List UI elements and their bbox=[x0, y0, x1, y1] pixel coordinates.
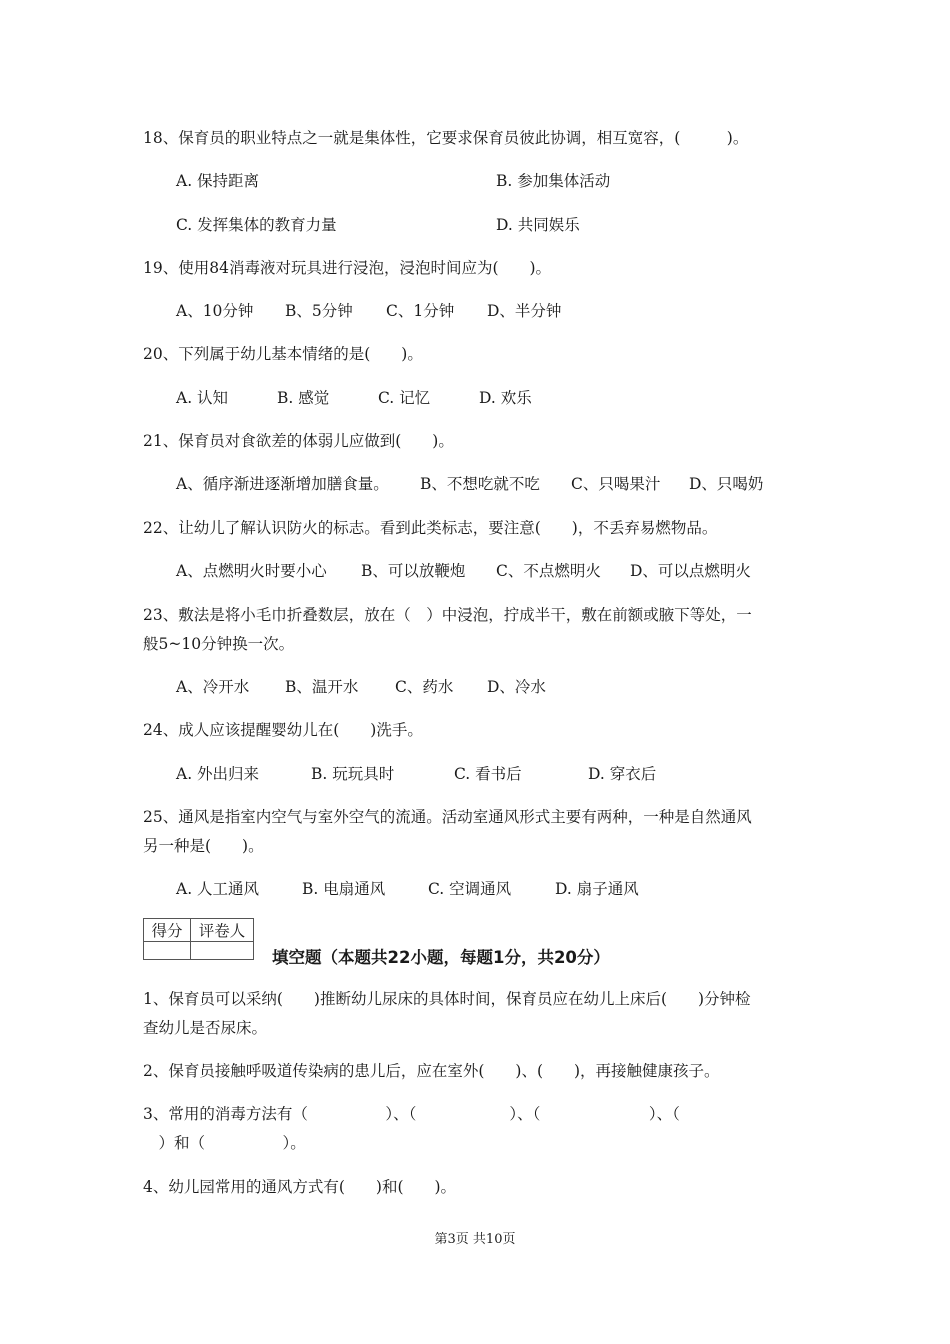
question-18-option-d: D. 共同娱乐 bbox=[496, 216, 580, 234]
question-19-stem: 19、使用84消毒液对玩具进行浸泡，浸泡时间应为( )。 bbox=[143, 259, 552, 277]
question-20-option-d: D. 欢乐 bbox=[479, 389, 532, 407]
question-25-option-b: B. 电扇通风 bbox=[302, 880, 386, 898]
question-20-stem: 20、下列属于幼儿基本情绪的是( )。 bbox=[143, 345, 423, 363]
question-20-option-b: B. 感觉 bbox=[277, 389, 330, 407]
question-18-stem: 18、保育员的职业特点之一就是集体性，它要求保育员彼此协调，相互宽容，( )。 bbox=[143, 129, 749, 147]
question-25-option-a: A. 人工通风 bbox=[176, 880, 260, 898]
question-21-stem: 21、保育员对食欲差的体弱儿应做到( )。 bbox=[143, 432, 454, 450]
page-number: 第3页 共10页 bbox=[434, 1232, 516, 1247]
score-table bbox=[143, 918, 254, 960]
question-25-stem-line1: 25、通风是指室内空气与室外空气的流通。活动室通风形式主要有两种，一种是自然通风 bbox=[143, 808, 752, 826]
question-20-option-a: A. 认知 bbox=[176, 389, 229, 407]
question-18-option-b: B. 参加集体活动 bbox=[496, 172, 611, 190]
question-18-option-a: A. 保持距离 bbox=[176, 172, 260, 190]
question-24-option-d: D. 穿衣后 bbox=[588, 765, 657, 783]
question-23-option-d: D、冷水 bbox=[487, 678, 546, 696]
question-20-option-c: C. 记忆 bbox=[378, 389, 431, 407]
grader-header: 评卷人 bbox=[191, 919, 254, 942]
question-23-option-a: A、冷开水 bbox=[176, 678, 250, 696]
question-23-option-c: C、药水 bbox=[395, 678, 454, 696]
question-24-option-b: B. 玩玩具时 bbox=[311, 765, 395, 783]
question-18-option-c: C. 发挥集体的教育力量 bbox=[176, 216, 337, 234]
question-24-option-c: C. 看书后 bbox=[454, 765, 522, 783]
section-title: 填空题（本题共22小题，每题1分，共20分） bbox=[272, 948, 610, 967]
fill-question-2: 2、保育员接触呼吸道传染病的患儿后，应在室外( )、( )，再接触健康孩子。 bbox=[143, 1062, 720, 1080]
question-23-stem-line1: 23、敷法是将小毛巾折叠数层，放在（ ）中浸泡，拧成半干，敷在前额或腋下等处，一 bbox=[143, 606, 752, 624]
question-22-option-a: A、点燃明火时要小心 bbox=[176, 562, 327, 580]
fill-question-3-line2: ）和（ ）。 bbox=[143, 1134, 306, 1152]
question-22-option-c: C、不点燃明火 bbox=[496, 562, 601, 580]
fill-question-3-line1: 3、常用的消毒方法有（ ）、（ ）、（ ）、（ bbox=[143, 1105, 680, 1123]
question-24-option-a: A. 外出归来 bbox=[176, 765, 260, 783]
question-22-stem: 22、让幼儿了解认识防火的标志。看到此类标志，要注意( )，不丢弃易燃物品。 bbox=[143, 519, 718, 537]
question-21-option-d: D、只喝奶 bbox=[689, 475, 764, 493]
question-22-option-b: B、可以放鞭炮 bbox=[361, 562, 466, 580]
question-25-option-c: C. 空调通风 bbox=[428, 880, 512, 898]
question-21-option-a: A、循序渐进逐渐增加膳食量。 bbox=[176, 475, 389, 493]
question-24-stem: 24、成人应该提醒婴幼儿在( )洗手。 bbox=[143, 721, 423, 739]
question-25-stem-line2: 另一种是( )。 bbox=[143, 837, 264, 855]
score-header: 得分 bbox=[144, 919, 191, 942]
question-23-stem-line2: 般5~10分钟换一次。 bbox=[143, 635, 295, 653]
question-19-option-c: C、1分钟 bbox=[386, 302, 455, 320]
question-23-option-b: B、温开水 bbox=[285, 678, 359, 696]
question-19-option-b: B、5分钟 bbox=[285, 302, 353, 320]
question-21-option-b: B、不想吃就不吃 bbox=[420, 475, 540, 493]
fill-question-1-line1: 1、保育员可以采纳( )推断幼儿尿床的具体时间，保育员应在幼儿上床后( )分钟检 bbox=[143, 990, 751, 1008]
question-19-option-a: A、10分钟 bbox=[176, 302, 254, 320]
question-22-option-d: D、可以点燃明火 bbox=[630, 562, 751, 580]
question-25-option-d: D. 扇子通风 bbox=[555, 880, 639, 898]
question-21-option-c: C、只喝果汁 bbox=[571, 475, 661, 493]
score-cell[interactable] bbox=[144, 942, 191, 960]
grader-cell[interactable] bbox=[191, 942, 254, 960]
fill-question-1-line2: 查幼儿是否尿床。 bbox=[143, 1019, 268, 1037]
fill-question-4: 4、幼儿园常用的通风方式有( )和( )。 bbox=[143, 1178, 457, 1196]
question-19-option-d: D、半分钟 bbox=[487, 302, 562, 320]
